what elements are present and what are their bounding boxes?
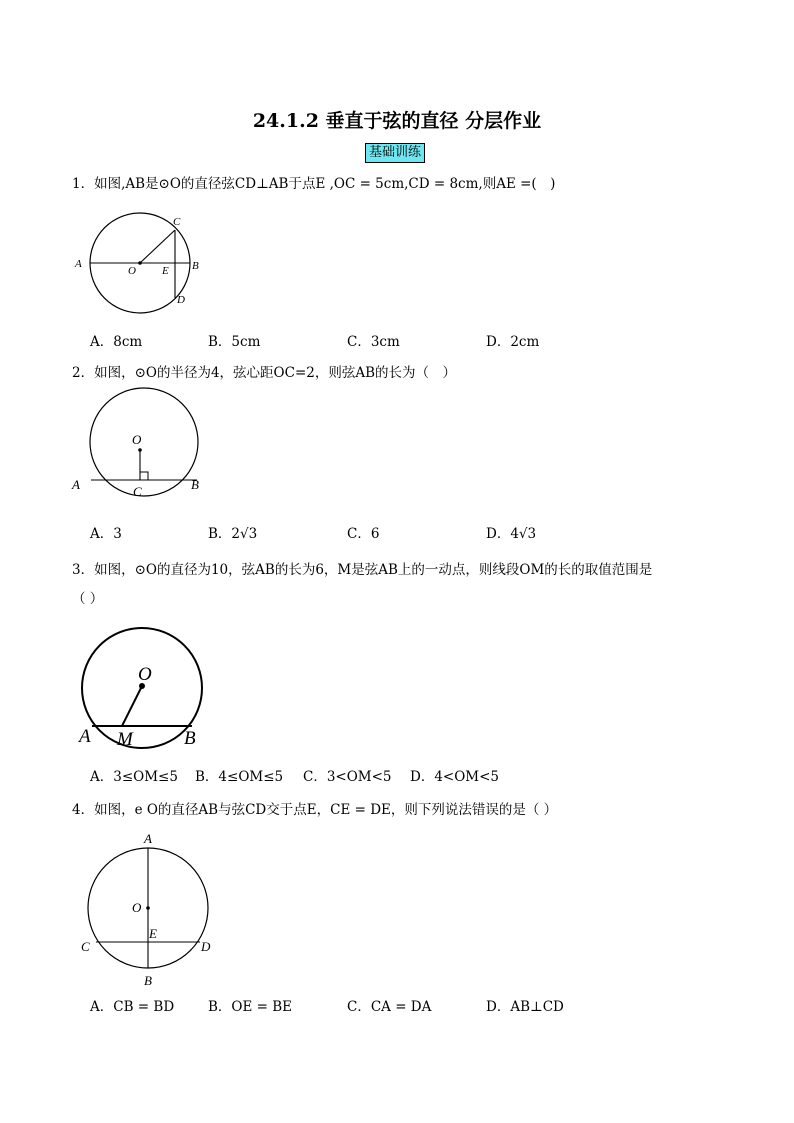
- label-a: A: [72, 477, 80, 492]
- question-2-option-b[interactable]: B．2√3: [208, 526, 258, 542]
- label-b: B: [192, 260, 199, 272]
- question-3-option-c[interactable]: C．3<OM<5: [303, 769, 392, 785]
- question-3-option-d[interactable]: D．4<OM<5: [410, 769, 500, 785]
- question-2-stem: 2．如图，⊙O的半径为4，弦心距OC=2，则弦AB的长为（ ）: [72, 365, 457, 381]
- question-1-figure: [70, 208, 230, 318]
- question-3-option-a[interactable]: A．3≤OM≤5: [90, 769, 178, 785]
- label-c: C: [173, 216, 181, 228]
- label-o: O: [132, 900, 142, 915]
- label-m: M: [117, 729, 133, 750]
- question-3-stem-cont: （ ）: [72, 591, 104, 607]
- label-a: A: [144, 831, 152, 846]
- center-point: [138, 261, 142, 265]
- center-point: [138, 448, 142, 452]
- center-point: [146, 906, 150, 910]
- page-title: 24.1.2 垂直于弦的直径 分层作业: [252, 110, 542, 132]
- label-o: O: [128, 265, 136, 277]
- label-o: O: [132, 432, 142, 447]
- section-tag: 基础训练: [365, 143, 425, 163]
- label-b: B: [144, 973, 152, 988]
- question-4-option-b[interactable]: B．OE = BE: [208, 999, 293, 1015]
- label-e: E: [162, 265, 169, 277]
- right-angle-mark: [140, 472, 148, 480]
- question-4-stem: 4．如图，e O的直径AB与弦CD交于点E，CE = DE，则下列说法错误的是（ ）: [72, 802, 558, 818]
- question-1-option-b[interactable]: B．5cm: [208, 334, 261, 350]
- label-o: O: [138, 664, 152, 685]
- question-1-option-c[interactable]: C．3cm: [347, 334, 400, 350]
- label-a: A: [79, 726, 91, 747]
- question-3-figure: [72, 620, 222, 750]
- question-1-stem: 1．如图,AB是⊙O的直径弦CD⊥AB于点E ,OC = 5cm,CD = 8cm,则AE =( ): [72, 176, 556, 192]
- label-a: A: [75, 258, 82, 270]
- question-1-option-a[interactable]: A．8cm: [90, 334, 143, 350]
- label-e: E: [149, 926, 157, 941]
- question-4-option-c[interactable]: C．CA = DA: [347, 999, 432, 1015]
- label-b: B: [191, 477, 199, 492]
- segment-om: [122, 686, 142, 726]
- question-2-option-d[interactable]: D．4√3: [486, 526, 537, 542]
- label-b: B: [184, 728, 196, 749]
- question-2-option-a[interactable]: A．3: [90, 526, 122, 542]
- question-1-option-d[interactable]: D．2cm: [486, 334, 540, 350]
- question-3-stem: 3．如图，⊙O的直径为10，弦AB的长为6，M是弦AB上的一动点，则线段OM的长的取值范围是: [72, 562, 653, 578]
- question-4-figure: [72, 828, 222, 993]
- label-d: D: [201, 939, 211, 954]
- question-3-option-b[interactable]: B．4≤OM≤5: [195, 769, 284, 785]
- label-c: C: [133, 484, 142, 499]
- label-d: D: [177, 294, 185, 306]
- question-4-option-a[interactable]: A．CB = BD: [90, 999, 175, 1015]
- radius-oc: [140, 230, 175, 263]
- question-2-option-c[interactable]: C．6: [347, 526, 380, 542]
- question-4-option-d[interactable]: D．AB⊥CD: [486, 999, 564, 1015]
- label-c: C: [81, 939, 90, 954]
- question-2-figure: [70, 386, 220, 501]
